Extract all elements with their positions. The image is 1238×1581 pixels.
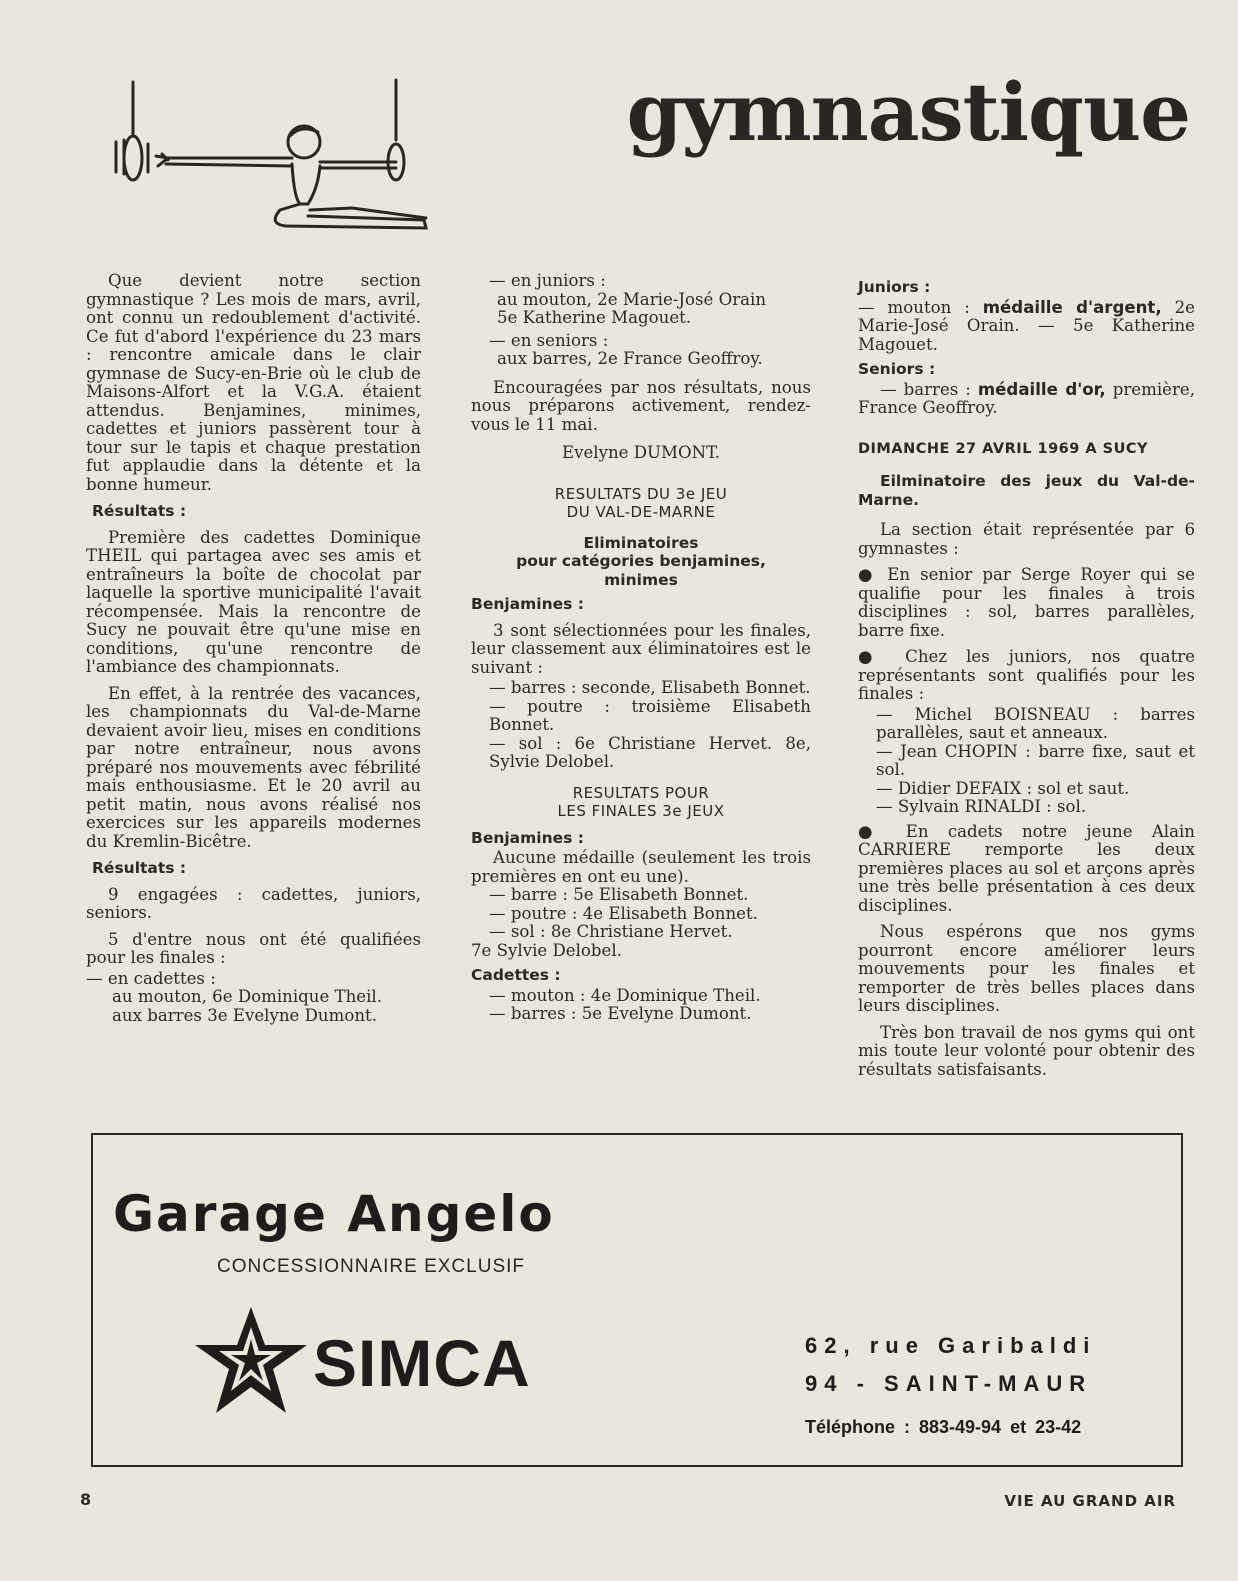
paragraph: Que devient notre section gymnastique ? Les mois de mars, avril, ont connu un redoublement d'activité. Ce fut d'abord l'expérience du 23 mars : rencontre amicale dans le clair gymnase de Sucy-en-Brie où le club de Maisons-Alfort et la V.G.A. étaient attendus. Benjamines, minimes, cadettes et juniors passèrent tour à tour sur le tapis et chaque prestation fut applaudie dans la détente et la bonne humeur. [86,271,421,494]
paragraph: Première des cadettes Dominique THEIL qui partagea avec ses amis et entraîneurs la boîte de chocolat par laquelle la sportive municipalité l'avait récompensée. Mais la rencontre de Sucy ne pouvait être qu'une mise en conditions, qu'une rencontre de l'ambiance des championnats. [86,527,421,676]
section-heading: Résultats : [92,502,187,520]
section-heading: Benjamines : [471,595,584,613]
paragraph: ● Chez les juniors, nos quatre représentants sont qualifiés pour les finales : [858,647,1195,703]
article-column-3 [858,272,1195,1087]
subheading: minimes [604,570,678,589]
article-column-1 [86,272,421,1025]
paragraph: 9 engagées : cadettes, juniors, seniors. [86,884,421,922]
result-line: — en cadettes : [86,968,216,988]
result-line: — Jean CHOPIN : barre fixe, saut et sol. [876,741,1195,779]
subheading: Eilminatoire des jeux du Val-de-Marne. [858,472,1195,509]
brand-logo-text: SIMCA [313,1326,531,1400]
page-number: 8 [80,1490,92,1509]
paragraph: Encouragées par nos résultats, nous nous préparons activement, rendez-vous le 11 mai. [471,377,811,434]
section-heading: Juniors : [858,278,931,296]
result-line: — barre : 5e Elisabeth Bonnet. [489,885,749,904]
paragraph: En effet, à la rentrée des vacances, les championnats du Val-de-Marne devaient avoir lieu, mises en conditions par notre entraîneur, nous avons préparé nos mouvements avec fébrilité mais enthousiasme. Et le 20 avril au petit matin, nous avons réalisé nos exercices sur les appareils modernes du Kremlin-Bicêtre. [86,683,421,851]
section-heading: RESULTATS DU 3e JEU [554,484,728,503]
paragraph: Aucune médaille (seulement les trois premières en ont eu une). [471,848,811,886]
section-heading: LES FINALES 3e JEUX [557,802,725,820]
magazine-name: VIE AU GRAND AIR [1004,1492,1176,1510]
subheading: Eliminatoires [583,533,699,552]
phone-number: Téléphone : 883-49-94 et 23-42 [805,1417,1082,1437]
paragraph: 3 sont sélectionnées pour les finales, leur classement aux éliminatoires est le suivant : [471,620,811,677]
subheading: pour catégories benjamines, [516,552,766,570]
paragraph: — barres : médaille d'or, première, France Geoffroy. [858,379,1195,417]
medal-label: médaille d'argent, [982,297,1162,317]
paragraph: — mouton : médaille d'argent, 2e Marie-José Orain. — 5e Katherine Magouet. [858,297,1195,354]
address-line: 94 - SAINT-MAUR [805,1371,1093,1396]
address-line: 62, rue Garibaldi [805,1333,1097,1358]
result-line: — barres : 5e Evelyne Dumont. [489,1004,752,1023]
article-column-2 [471,272,811,1024]
result-line: — Didier DEFAIX : sol et saut. [876,778,1130,798]
result-line: — Michel BOISNEAU : barres parallèles, saut et anneaux. [876,704,1195,742]
medal-label: médaille d'or, [977,379,1106,399]
simca-star-icon [193,1305,309,1417]
result-line: — en juniors : [489,271,606,290]
result-line: au mouton, 2e Marie-José Orain [497,289,767,309]
section-heading: Benjamines : [471,828,584,847]
result-line: — en seniors : [489,330,609,350]
section-heading: Seniors : [858,360,936,378]
signature: Evelyne DUMONT. [561,443,721,462]
paragraph: Très bon travail de nos gyms qui ont mis toute leur volonté pour obtenir des résultats satisfaisants. [858,1022,1195,1079]
paragraph: Nous espérons que nos gyms pourront encore améliorer leurs mouvements pour les finales et remporter de très belles places dans leurs disciplines. [858,922,1195,1015]
result-line: — sol : 6e Christiane Hervet. 8e, Sylvie Delobel. [489,733,811,771]
result-line: 5e Katherine Magouet. [497,308,692,327]
advertiser-subtitle: CONCESSIONNAIRE EXCLUSIF [217,1256,525,1277]
section-heading: Résultats : [92,859,187,877]
result-line: — barres : seconde, Elisabeth Bonnet. [489,678,811,697]
section-heading: Cadettes : [471,966,561,984]
section-heading: DIMANCHE 27 AVRIL 1969 A SUCY [858,440,1149,457]
result-line: aux barres, 2e France Geoffroy. [497,349,763,368]
result-line: — poutre : 4e Elisabeth Bonnet. [489,903,758,923]
section-heading: DU VAL-DE-MARNE [566,503,716,521]
result-line: — Sylvain RINALDI : sol. [876,797,1087,816]
paragraph: La section était représentée par 6 gymnastes : [858,520,1195,558]
paragraph: ● En senior par Serge Royer qui se qualifie pour les finales à trois disciplines : sol, barres parallèles, barre fixe. [858,565,1195,640]
result-line: au mouton, 6e Dominique Theil. [112,987,383,1006]
page-title: gymnastique [626,65,1190,159]
result-line: — sol : 8e Christiane Hervet. [489,922,733,941]
result-line: aux barres 3e Evelyne Dumont. [112,1005,377,1025]
garage-advertisement [91,1133,1183,1467]
gymnast-on-rings-icon [96,78,436,240]
paragraph: ● En cadets notre jeune Alain CARRIERE remporte les deux premières places au sol et arçons après une très belle présentation à ces deux disciplines. [858,821,1195,915]
section-heading: RESULTATS POUR [572,783,710,802]
result-line: — mouton : 4e Dominique Theil. [489,985,761,1005]
result-line: — poutre : troisième Elisabeth Bonnet. [489,696,811,734]
advertiser-name: Garage Angelo [113,1185,555,1243]
result-line: 7e Sylvie Delobel. [471,940,622,960]
paragraph: 5 d'entre nous ont été qualifiées pour les finales : [86,929,421,967]
